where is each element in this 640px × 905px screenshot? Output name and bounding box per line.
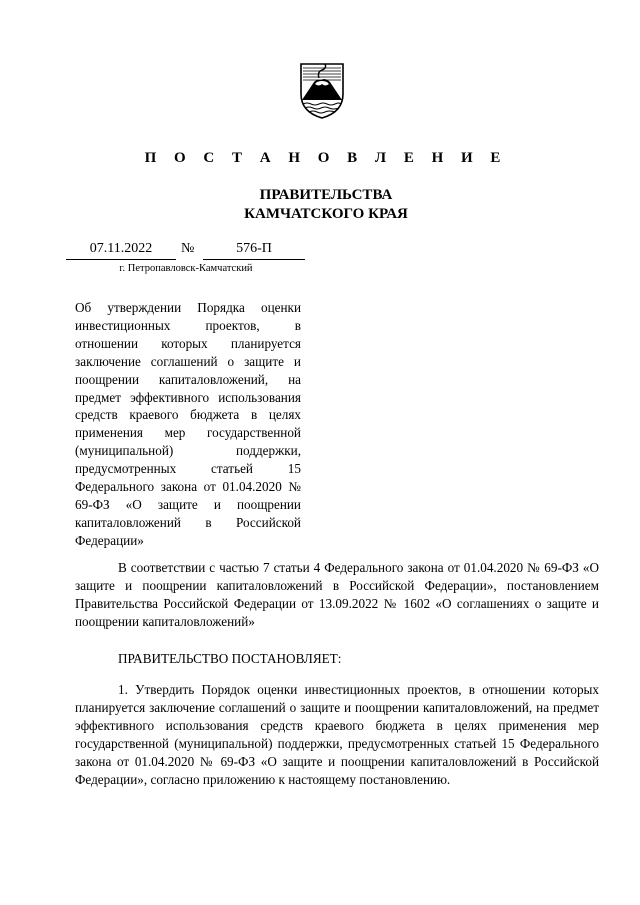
document-type-title: П О С Т А Н О В Л Е Н И Е	[144, 150, 508, 166]
item-1-paragraph: 1. Утвердить Порядок оценки инвестиционных проектов, в отношении которых планируется заключение соглашений о защите и поощрении капиталовложений, на предмет эффективного использования средств краевого бюджета в целях применения мер государственной (муниципальной) поддержки, предусмотренных статьей 15 Федерального закона от 01.04.2020 № 69-ФЗ «О защите и поощрении капиталовложений в Российской Федерации», согласно приложению к настоящему постановлению.	[75, 682, 599, 787]
kamchatka-coat-of-arms-icon	[297, 60, 347, 120]
document-subject: Об утверждении Порядка оценки инвестиционных проектов, в отношении которых планируется заключение соглашений о защите и поощрении капиталовложений, на предмет эффективного использования средств краевого бюджета в целях применения мер государственной (муниципальной) поддержки, предусмотренных статьей 15 Федерального закона от 01.04.2020 № 69-ФЗ «О защите и поощрении капиталовложений в Российской Федерации»	[75, 300, 301, 548]
issuer-title	[0, 186, 640, 224]
preamble-paragraph: В соответствии с частью 7 статьи 4 Федерального закона от 01.04.2020 № 69-ФЗ «О защите и поощрении капиталовложений в Российской Федерации», постановлением Правительства Российской Федерации от 13.09.2022 № 1602 «О соглашениях о защите и поощрении капиталовложений»	[75, 560, 599, 629]
document-number: 576-П	[203, 241, 305, 260]
issuer-line-2: КАМЧАТСКОГО КРАЯ	[244, 206, 408, 222]
issuer-line-1: ПРАВИТЕЛЬСТВА	[259, 187, 393, 203]
number-sign: №	[181, 241, 195, 256]
document-city: г. Петропавловск-Камчатский	[119, 263, 253, 274]
resolves-paragraph: ПРАВИТЕЛЬСТВО ПОСТАНОВЛЯЕТ:	[118, 651, 342, 666]
document-date: 07.11.2022	[66, 241, 176, 260]
